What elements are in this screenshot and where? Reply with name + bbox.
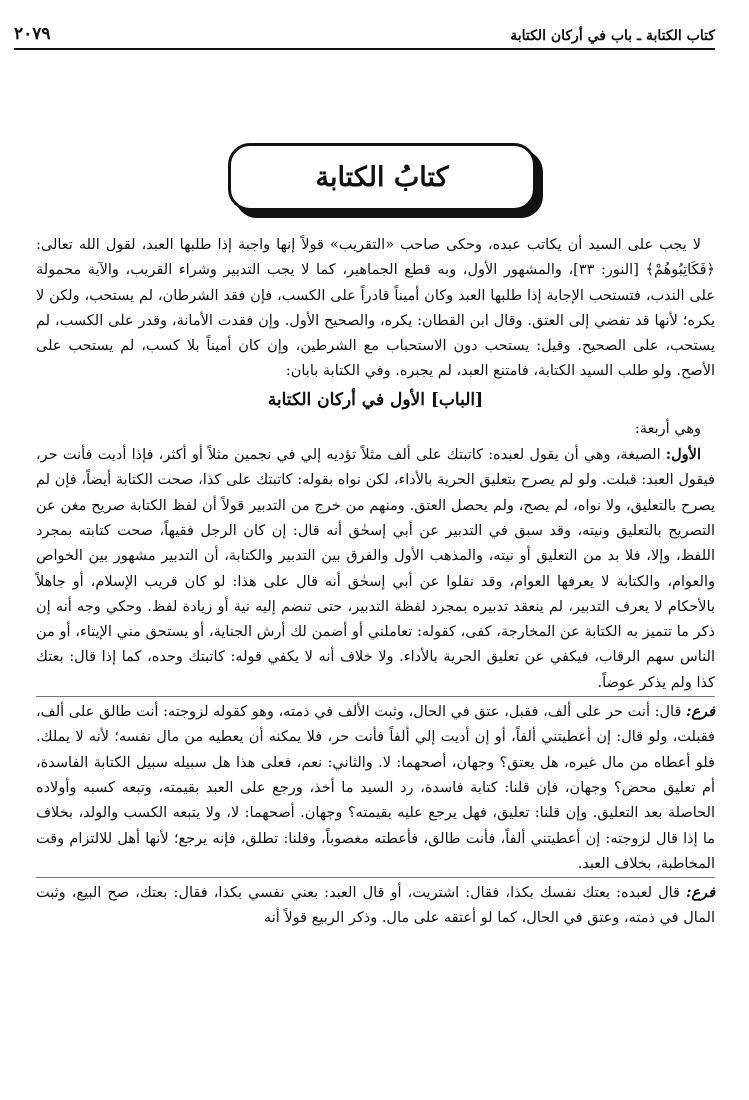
far-paragraph-2 — [36, 877, 715, 932]
book-title: كتابُ الكتابة — [315, 161, 449, 193]
running-title: كتاب الكتابة ـ باب في أركان الكتابة — [510, 28, 715, 44]
far-text-2: قال لعبده: بعتك نفسك بكذا، فقال: اشتريت، أو قال العبد: بعني نفسي بكذا، فقال: بعتك، صح البيع، وثبت المال في ذمته، وعتق في الحال، كما لو أعتقه على مال. وذكر الربيع قولاً أنه — [36, 885, 715, 927]
far-label-2: فرع: — [686, 884, 715, 902]
first-rukn-text: الصيغة، وهي أن يقول لعبده: كاتبتك على ألف مثلاً تؤديه إلي في نجمين مثلاً أو أكثر، فإذا أديت فأنت حر، فيقول العبد: قبلت. ولو لم يصرح بتعليق الحرية بالأداء، لكن نواه بقوله: كاتبتك على كذا، صحت الكتابة أيضاً، فإن لم يصرح بالتعليق، ولا نواه، لم يصح، ولم يحصل العتق. ومنهم من خرج من التدبير قولاً أن لفظ الكتابة صريح مغن عن التصريح بالتعليق ونيته، وقد سبق في التدبير عن أبي إسحٰق أنه قال: إن كان الرجل فقيهاً، صحت كتابته بمجرد اللفظ، وإلا، فلا بد من التعليق أو نيته، والمذهب الأول والفرق بين التدبير والكتابة، أن التدبير مشهور بين الخواص والعوام، والكتابة لا يعرفها العوام، وقد نقلوا عن أبي إسحٰق أنه قال على هذا: لو كان قريب الإسلام، أو جاهلاً بالأحكام لا يعرف التدبير، لم ينعقد تدبيره بمجرد لفظة التدبير، حتى تنضم إليه نية أو زيادة لفظ. وحكي وجه أنه إن ذكر ما تتميز به الكتابة عن المخارجة، كفى، كقوله: تعاملني أو أضمن لك أرش الجناية، أو يستحق مني الإيتاء، أو من الناس سهم الرقاب، فيكفي عن تعليق الحرية بالأداء. ولا خلاف أنه لا يكفي قوله: كاتبتك وحده، كما إذا قال: بعتك كذا ولم يذكر عوضاً. — [36, 447, 715, 691]
chapter-heading: [الباب] الأول في أركان الكتابة — [267, 389, 484, 410]
far-label-1: فرع: — [686, 703, 715, 721]
intro-paragraph: لا يجب على السيد أن يكاتب عبده، وحكى صاحب «التقريب» قولاً إنها واجبة إذا طلبها العبد، لقول الله تعالى: ﴿فَكَاتِبُوهُمْ﴾ [النور: ٣٣]، والمشهور الأول، وبه قطع الجماهير، كما لا يجب التدبير وشراء القريب، والآية محمولة على الندب، فتستحب الإجابة إذا طلبها العبد وكان أميناً قادراً على الكسب، فإن فقد الشرطان، لم يستحب، ولكن لا يكره؛ لأنها قد تفضي إلى العتق. وقال ابن القطان: يكره، والصحيح الأول. وإن فقدت الأمانة، وقدر على الكسب، لم يستحب، على الصحيح. وقيل: يستحب دون الاستحباب مع الشرطين، وإن كان أميناً بلا كسب، لم يستحب على الأصح. ولو طلب السيد الكتابة، فامتنع العبد، لم يجبره. وفي الكتابة بابان: — [36, 237, 716, 380]
far-text-1: قال: أنت حر على ألف، فقبل، عتق في الحال، وثبت الألف في ذمته، وهو كقوله لزوجته: أنت طالق على ألف، فقبلت، ولو قال: إن أعطيتني ألفاً، أو إن أديت إلي ألفاً فأنت حر، فلا يمكنه أن يعطيه من مال نفسه؛ لأنه لا يملك. فلو أعطاه من مال غيره، هل يعتق؟ وجهان، أصحهما: لا. والثاني: نعم، فعلى هذا هل سبيله سبيل الكتابة الفاسدة، أم تعليق محض؟ وجهان، فإن قلنا: كتابة فاسدة، رد السيد ما أخذ، ورجع على العبد بقيمته، وتبعه كسبه وأولاده الحاصلة بعد التعليق. وإن قلنا: تعليق، فهل يرجع عليه بقيمته؟ وجهان. أصحهما: لا، ولا يتبعه الكسب والولد، بخلاف ما إذا قال لزوجته: إن أعطيتني ألفاً، فأنت طالق، فأعطته مغصوباً، وقلنا: تطلق، فإنه يرجع؛ لأنها أهل للالتزام وقت المخاطبة، بخلاف العبد. — [36, 704, 715, 872]
page-body — [36, 233, 715, 932]
first-rukn-paragraph — [36, 442, 715, 696]
page-number: ٢٠٧٩ — [14, 24, 51, 44]
far-paragraph-1 — [36, 696, 715, 877]
page-header — [14, 14, 715, 50]
first-rukn-label: الأول: — [665, 446, 701, 464]
book-title-frame — [228, 143, 536, 211]
arkan-intro: وهي أربعة: — [634, 420, 701, 437]
